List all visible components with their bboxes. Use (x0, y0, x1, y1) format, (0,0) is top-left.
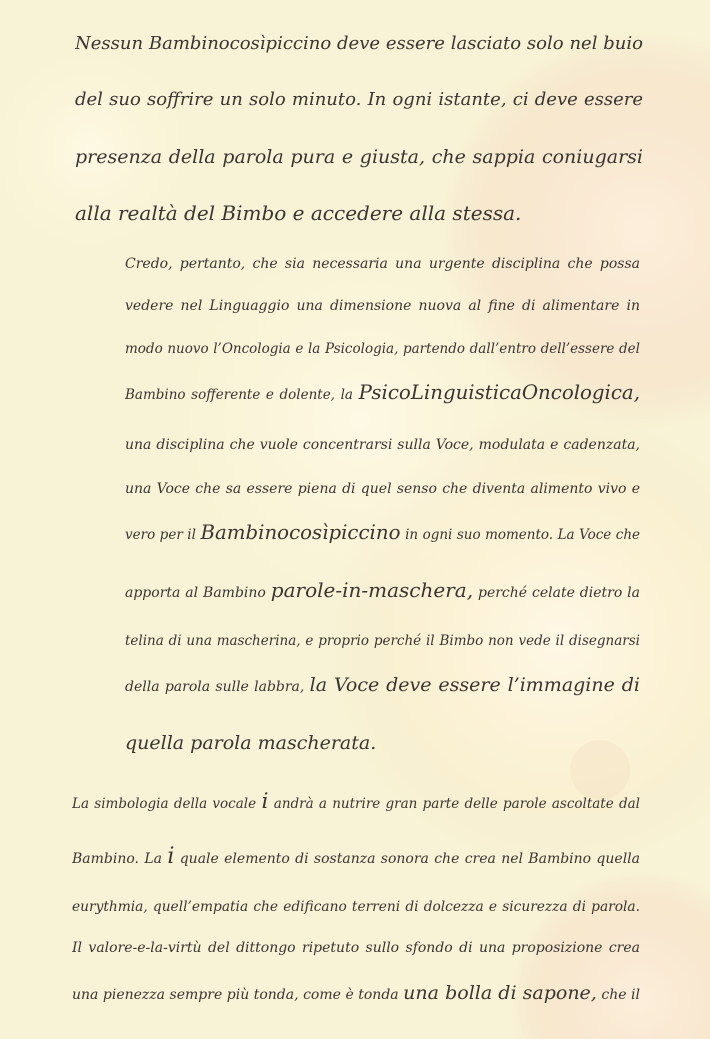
paragraph-2-line (125, 521, 640, 544)
paragraph-1-line: del suo soffrire un solo minuto. In ogni istante, ci deve essere (75, 89, 643, 110)
paragraph-3-line: eurythmia, quell’empatia che edificano terreni di dolcezza e sicurezza di parola. (72, 899, 640, 915)
paragraph-3-line: Il valore-e-la-virtù del dittongo ripetuto sullo sfondo di una proposizione crea (72, 940, 640, 956)
vowel-symbol: i (167, 844, 175, 869)
line-text: quale elemento di sostanza sonora che crea nel Bambino quella (179, 851, 640, 867)
paragraph-3-line (72, 789, 640, 814)
paragraph-2-line: Credo, pertanto, che sia necessaria una urgente disciplina che possa (125, 256, 640, 272)
paragraph-2-line: una disciplina che vuole concentrarsi sulla Voce, modulata e cadenzata, (125, 437, 640, 453)
line-text: Bambino sofferente e dolente, la (125, 387, 353, 403)
vowel-symbol: i (261, 789, 269, 814)
emphasized-term: parole-in-maschera, (270, 578, 474, 602)
paragraph-1-line: alla realtà del Bimbo e accedere alla stessa. (75, 201, 522, 225)
paragraph-3-line (72, 982, 640, 1004)
emphasized-phrase: la Voce deve essere l’immagine di (309, 674, 640, 696)
line-text: Bambino. La (72, 851, 162, 867)
paragraph-2-line (125, 674, 640, 696)
paragraph-1-line: Nessun Bambinocosìpiccino deve essere lasciato solo nel buio (75, 33, 643, 54)
line-text: che il (601, 987, 640, 1003)
paragraph-1-line: presenza della parola pura e giusta, che sappia coniugarsi (75, 146, 643, 168)
paragraph-2-line: vedere nel Linguaggio una dimensione nuova al fine di alimentare in (125, 298, 640, 314)
emphasized-phrase: una bolla di sapone, (403, 982, 597, 1004)
paragraph-2-line: modo nuovo l’Oncologia e la Psicologia, partendo dall’entro dell’essere del (125, 341, 640, 357)
paragraph-2-line (125, 381, 640, 404)
line-text: della parola sulle labbra, (125, 679, 305, 695)
paragraph-2-line: telina di una mascherina, e proprio perché il Bimbo non vede il disegnarsi (125, 633, 640, 649)
emphasized-term: Bambinocosìpiccino (200, 521, 401, 544)
line-text: vero per il (125, 527, 196, 543)
line-text: in ogni suo momento. La Voce che (405, 527, 640, 543)
paragraph-2-line: una Voce che sa essere piena di quel senso che diventa alimento vivo e (125, 481, 640, 497)
paragraph-2-line: quella parola mascherata. (125, 732, 377, 754)
line-text: andrà a nutrire gran parte delle parole ascoltate dal (273, 796, 640, 812)
emphasized-term: PsicoLinguisticaOncologica, (358, 381, 640, 404)
line-text: perché celate dietro la (477, 585, 640, 601)
line-text: una pienezza sempre più tonda, come è tonda (72, 987, 399, 1003)
paragraph-2-line (125, 578, 640, 602)
paragraph-3-line (72, 844, 640, 869)
line-text: apporta al Bambino (125, 585, 266, 601)
line-text: La simbologia della vocale (72, 796, 257, 812)
